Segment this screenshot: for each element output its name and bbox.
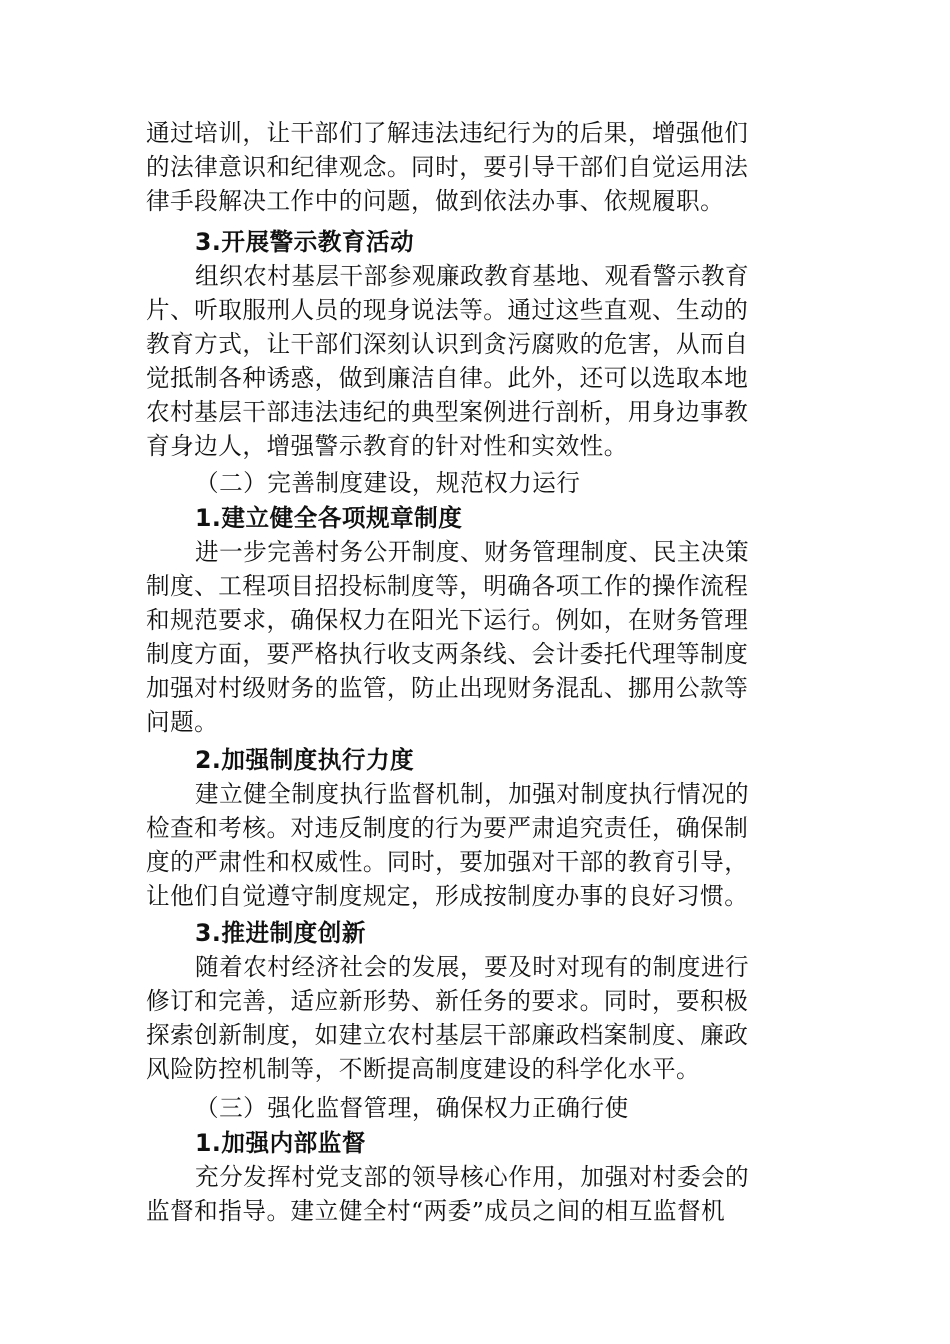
body-text-line: 进一步完善村务公开制度、财务管理制度、民主决策 bbox=[195, 538, 750, 566]
body-text-line: 的法律意识和纪律观念。同时，要引导干部们自觉运用法 bbox=[146, 153, 749, 181]
body-text-line: 育身边人，增强警示教育的针对性和实效性。 bbox=[146, 432, 628, 460]
body-text-line: 制度、工程项目招投标制度等，明确各项工作的操作流程 bbox=[146, 572, 749, 600]
subsection-heading: 3.推进制度创新 bbox=[195, 919, 366, 947]
body-text-line: 让他们自觉遵守制度规定，形成按制度办事的良好习惯。 bbox=[146, 882, 749, 910]
body-text-line: 通过培训，让干部们了解违法违纪行为的后果，增强他们 bbox=[146, 119, 749, 147]
body-text-line: 制度方面，要严格执行收支两条线、会计委托代理等制度 bbox=[146, 640, 749, 668]
body-text-line: 风险防控机制等，不断提高制度建设的科学化水平。 bbox=[146, 1055, 701, 1083]
body-text-line: 探索创新制度，如建立农村基层干部廉政档案制度、廉政 bbox=[146, 1021, 749, 1049]
body-text-line: 检查和考核。对违反制度的行为要严肃追究责任，确保制 bbox=[146, 814, 749, 842]
section-heading: （三）强化监督管理，确保权力正确行使 bbox=[195, 1094, 629, 1122]
body-text-line: 监督和指导。建立健全村“两委”成员之间的相互监督机 bbox=[146, 1197, 726, 1225]
body-text-line: 建立健全制度执行监督机制，加强对制度执行情况的 bbox=[195, 780, 750, 808]
subsection-heading: 1.加强内部监督 bbox=[195, 1129, 366, 1157]
subsection-heading: 1.建立健全各项规章制度 bbox=[195, 504, 463, 532]
body-text-line: 和规范要求，确保权力在阳光下运行。例如，在财务管理 bbox=[146, 606, 749, 634]
body-text-line: 农村基层干部违法违纪的典型案例进行剖析，用身边事教 bbox=[146, 398, 749, 426]
body-text-line: 教育方式，让干部们深刻认识到贪污腐败的危害，从而自 bbox=[146, 330, 749, 358]
body-text-line: 组织农村基层干部参观廉政教育基地、观看警示教育 bbox=[195, 262, 750, 290]
body-text-line: 充分发挥村党支部的领导核心作用，加强对村委会的 bbox=[195, 1163, 750, 1191]
body-text-line: 度的严肃性和权威性。同时，要加强对干部的教育引导， bbox=[146, 848, 749, 876]
body-text-line: 加强对村级财务的监管，防止出现财务混乱、挪用公款等 bbox=[146, 674, 749, 702]
body-text-line: 片、听取服刑人员的现身说法等。通过这些直观、生动的 bbox=[146, 296, 749, 324]
body-text-line: 觉抵制各种诱惑，做到廉洁自律。此外，还可以选取本地 bbox=[146, 364, 749, 392]
subsection-heading: 3.开展警示教育活动 bbox=[195, 228, 415, 256]
body-text-line: 问题。 bbox=[146, 708, 219, 736]
section-heading: （二）完善制度建设，规范权力运行 bbox=[195, 469, 581, 497]
body-text-line: 随着农村经济社会的发展，要及时对现有的制度进行 bbox=[195, 953, 750, 981]
body-text-line: 律手段解决工作中的问题，做到依法办事、依规履职。 bbox=[146, 187, 725, 215]
subsection-heading: 2.加强制度执行力度 bbox=[195, 746, 415, 774]
body-text-line: 修订和完善，适应新形势、新任务的要求。同时，要积极 bbox=[146, 987, 749, 1015]
